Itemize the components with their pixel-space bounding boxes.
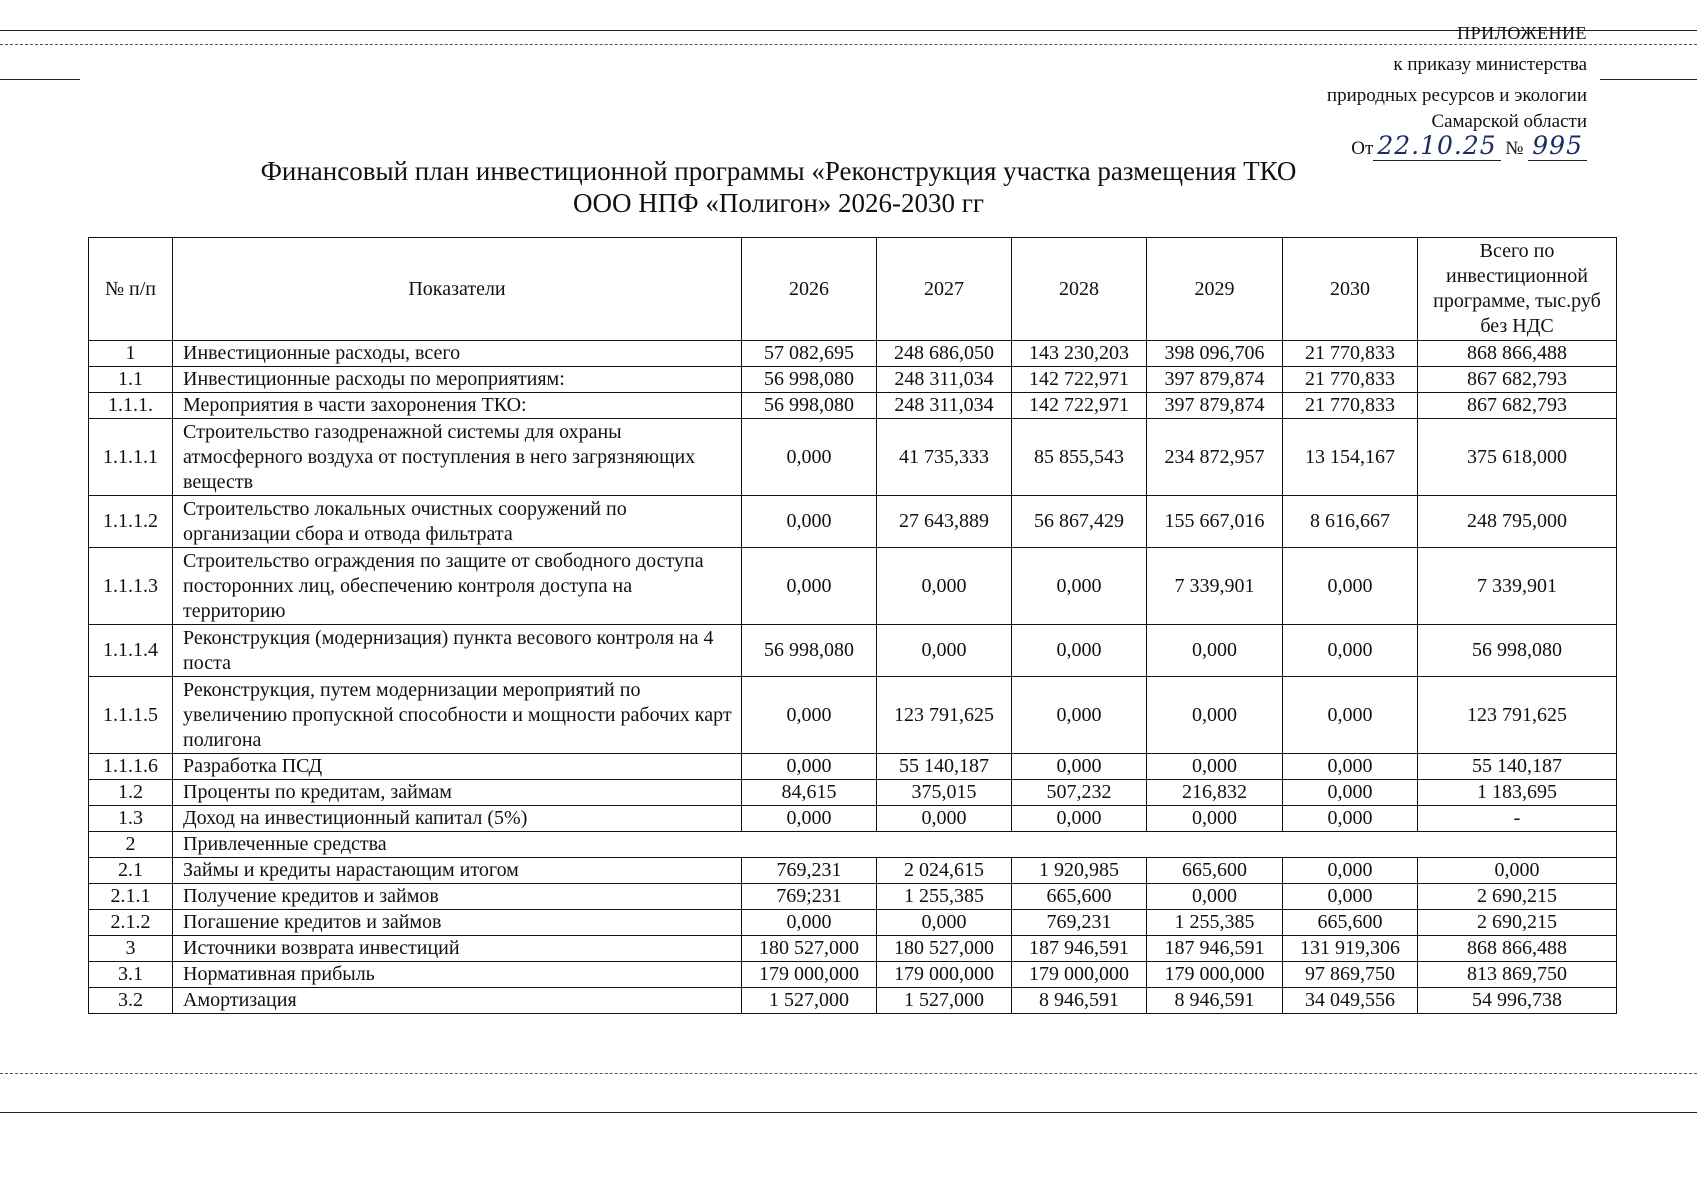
- column-header-number: № п/п: [89, 238, 173, 341]
- title-line-2: ООО НПФ «Полигон» 2026-2030 гг: [573, 188, 984, 218]
- row-number: 1.1: [89, 367, 173, 393]
- row-number: 3: [89, 936, 173, 962]
- value-2027: 2 024,615: [877, 858, 1012, 884]
- value-total: 867 682,793: [1418, 367, 1617, 393]
- row-number: 3.1: [89, 962, 173, 988]
- value-2027: 248 311,034: [877, 393, 1012, 419]
- value-2030: 13 154,167: [1283, 419, 1418, 496]
- value-2029: 0,000: [1147, 754, 1283, 780]
- value-total: 375 618,000: [1418, 419, 1617, 496]
- value-2028: 0,000: [1012, 625, 1147, 677]
- table-body: [89, 341, 1617, 1014]
- row-indicator-name: Строительство ограждения по защите от свободного доступа посторонних лиц, обеспечению контроля доступа на территорию: [173, 548, 742, 625]
- value-2027: 0,000: [877, 625, 1012, 677]
- value-total: -: [1418, 806, 1617, 832]
- table-row: [89, 858, 1617, 884]
- value-2029: 7 339,901: [1147, 548, 1283, 625]
- value-2028: 187 946,591: [1012, 936, 1147, 962]
- column-header-2030: 2030: [1283, 238, 1418, 341]
- table-row: [89, 625, 1617, 677]
- value-2028: 0,000: [1012, 754, 1147, 780]
- value-total: 55 140,187: [1418, 754, 1617, 780]
- value-2029: 398 096,706: [1147, 341, 1283, 367]
- table-row: [89, 367, 1617, 393]
- value-2029: 0,000: [1147, 806, 1283, 832]
- region-line: Самарской области: [1431, 111, 1587, 132]
- column-header-2027: 2027: [877, 238, 1012, 341]
- row-indicator-name: Погашение кредитов и займов: [173, 910, 742, 936]
- value-2029: 234 872,957: [1147, 419, 1283, 496]
- value-2028: 56 867,429: [1012, 496, 1147, 548]
- value-2030: 0,000: [1283, 625, 1418, 677]
- value-2027: 55 140,187: [877, 754, 1012, 780]
- scan-line-header: [0, 79, 80, 80]
- value-2028: 769,231: [1012, 910, 1147, 936]
- value-2028: 665,600: [1012, 884, 1147, 910]
- row-indicator-name: Нормативная прибыль: [173, 962, 742, 988]
- row-indicator-name: Реконструкция, путем модернизации мероприятий по увеличению пропускной способности и мощности рабочих карт полигона: [173, 677, 742, 754]
- value-2027: 0,000: [877, 910, 1012, 936]
- order-line: к приказу министерства: [1393, 54, 1587, 75]
- value-2026: 56 998,080: [742, 393, 877, 419]
- row-number: 1.3: [89, 806, 173, 832]
- value-2027: 123 791,625: [877, 677, 1012, 754]
- value-2030: 21 770,833: [1283, 367, 1418, 393]
- row-indicator-name: Строительство газодренажной системы для охраны атмосферного воздуха от поступления в него загрязняющих веществ: [173, 419, 742, 496]
- table-row: [89, 780, 1617, 806]
- value-2026: 0,000: [742, 548, 877, 625]
- value-total: 813 869,750: [1418, 962, 1617, 988]
- value-total: 1 183,695: [1418, 780, 1617, 806]
- value-2027: 179 000,000: [877, 962, 1012, 988]
- value-2026: 0,000: [742, 910, 877, 936]
- value-2027: 41 735,333: [877, 419, 1012, 496]
- scan-line-bottom-dashed: [0, 1073, 1697, 1074]
- title-line-1: Финансовый план инвестиционной программы «Реконструкция участка размещения ТКО: [260, 156, 1297, 186]
- row-number: 1.1.1.5: [89, 677, 173, 754]
- table-row: [89, 341, 1617, 367]
- table-row: [89, 496, 1617, 548]
- value-2029: 179 000,000: [1147, 962, 1283, 988]
- value-2029: 397 879,874: [1147, 367, 1283, 393]
- value-2026: 1 527,000: [742, 988, 877, 1014]
- approval-title: ПРИЛОЖЕНИЕ: [1457, 23, 1587, 43]
- value-2029: 187 946,591: [1147, 936, 1283, 962]
- row-number: 1.1.1.3: [89, 548, 173, 625]
- value-2028: 1 920,985: [1012, 858, 1147, 884]
- row-number: 2.1: [89, 858, 173, 884]
- table-row: [89, 677, 1617, 754]
- value-2030: 8 616,667: [1283, 496, 1418, 548]
- number-prefix: №: [1505, 138, 1524, 159]
- row-number: 1: [89, 341, 173, 367]
- row-indicator-name: Доход на инвестиционный капитал (5%): [173, 806, 742, 832]
- table-row: [89, 884, 1617, 910]
- value-2027: 0,000: [877, 548, 1012, 625]
- row-number: 1.1.1.2: [89, 496, 173, 548]
- ministry-line: природных ресурсов и экологии: [1326, 85, 1587, 106]
- value-2030: 0,000: [1283, 884, 1418, 910]
- value-2028: 0,000: [1012, 677, 1147, 754]
- row-number: 1.1.1.: [89, 393, 173, 419]
- table-row: [89, 419, 1617, 496]
- value-2028: 8 946,591: [1012, 988, 1147, 1014]
- row-number: 2.1.2: [89, 910, 173, 936]
- value-2029: 8 946,591: [1147, 988, 1283, 1014]
- row-number: 1.1.1.4: [89, 625, 173, 677]
- value-2030: 131 919,306: [1283, 936, 1418, 962]
- value-2026: 179 000,000: [742, 962, 877, 988]
- value-total: 2 690,215: [1418, 884, 1617, 910]
- value-total: 2 690,215: [1418, 910, 1617, 936]
- value-2030: 0,000: [1283, 780, 1418, 806]
- value-2029: 1 255,385: [1147, 910, 1283, 936]
- value-total: 123 791,625: [1418, 677, 1617, 754]
- value-total: 867 682,793: [1418, 393, 1617, 419]
- value-2028: 142 722,971: [1012, 367, 1147, 393]
- row-indicator-name: Амортизация: [173, 988, 742, 1014]
- value-2030: 21 770,833: [1283, 341, 1418, 367]
- value-2029: 216,832: [1147, 780, 1283, 806]
- value-2030: 0,000: [1283, 548, 1418, 625]
- column-header-2026: 2026: [742, 238, 877, 341]
- scan-line-header-right: [1600, 79, 1697, 80]
- row-indicator-name: Займы и кредиты нарастающим итогом: [173, 858, 742, 884]
- row-indicator-name: Привлеченные средства: [173, 832, 1617, 858]
- value-2027: 248 686,050: [877, 341, 1012, 367]
- column-header-total: Всего по инвестиционной программе, тыс.руб без НДС: [1418, 238, 1617, 341]
- value-2026: 84,615: [742, 780, 877, 806]
- value-total: 868 866,488: [1418, 936, 1617, 962]
- column-header-2028: 2028: [1012, 238, 1147, 341]
- value-total: 868 866,488: [1418, 341, 1617, 367]
- table-row: [89, 806, 1617, 832]
- table-row: [89, 988, 1617, 1014]
- row-indicator-name: Источники возврата инвестиций: [173, 936, 742, 962]
- value-2028: 143 230,203: [1012, 341, 1147, 367]
- value-2030: 97 869,750: [1283, 962, 1418, 988]
- row-indicator-name: Реконструкция (модернизация) пункта весового контроля на 4 поста: [173, 625, 742, 677]
- value-2026: 56 998,080: [742, 625, 877, 677]
- table-row: [89, 754, 1617, 780]
- value-2030: 665,600: [1283, 910, 1418, 936]
- value-total: 7 339,901: [1418, 548, 1617, 625]
- value-2029: 0,000: [1147, 884, 1283, 910]
- value-2030: 21 770,833: [1283, 393, 1418, 419]
- value-2026: 769;231: [742, 884, 877, 910]
- row-number: 2.1.1: [89, 884, 173, 910]
- value-2029: 665,600: [1147, 858, 1283, 884]
- value-total: 248 795,000: [1418, 496, 1617, 548]
- row-number: 3.2: [89, 988, 173, 1014]
- value-2030: 0,000: [1283, 858, 1418, 884]
- column-header-indicator: Показатели: [173, 238, 742, 341]
- handwritten-date: 22.10.25: [1373, 131, 1500, 161]
- table-header-row: [89, 238, 1617, 341]
- value-2026: 0,000: [742, 419, 877, 496]
- value-2028: 179 000,000: [1012, 962, 1147, 988]
- value-2028: 142 722,971: [1012, 393, 1147, 419]
- value-2026: 180 527,000: [742, 936, 877, 962]
- value-2026: 0,000: [742, 754, 877, 780]
- value-2030: 0,000: [1283, 677, 1418, 754]
- row-number: 1.1.1.1: [89, 419, 173, 496]
- value-2027: 1 255,385: [877, 884, 1012, 910]
- table-row: [89, 962, 1617, 988]
- row-indicator-name: Мероприятия в части захоронения ТКО:: [173, 393, 742, 419]
- value-2029: 0,000: [1147, 677, 1283, 754]
- value-2026: 57 082,695: [742, 341, 877, 367]
- row-number: 1.1.1.6: [89, 754, 173, 780]
- value-2028: 85 855,543: [1012, 419, 1147, 496]
- approval-header: [1327, 18, 1587, 162]
- value-2028: 0,000: [1012, 806, 1147, 832]
- value-2027: 375,015: [877, 780, 1012, 806]
- financial-plan-table: [88, 237, 1617, 1014]
- row-indicator-name: Получение кредитов и займов: [173, 884, 742, 910]
- value-total: 0,000: [1418, 858, 1617, 884]
- value-2027: 1 527,000: [877, 988, 1012, 1014]
- value-2029: 0,000: [1147, 625, 1283, 677]
- row-number: 1.2: [89, 780, 173, 806]
- value-2030: 0,000: [1283, 754, 1418, 780]
- document-title: [0, 155, 1697, 219]
- value-2026: 0,000: [742, 496, 877, 548]
- value-2030: 34 049,556: [1283, 988, 1418, 1014]
- value-2026: 56 998,080: [742, 367, 877, 393]
- scan-line-bottom: [0, 1112, 1697, 1113]
- column-header-2029: 2029: [1147, 238, 1283, 341]
- row-indicator-name: Инвестиционные расходы, всего: [173, 341, 742, 367]
- value-2028: 0,000: [1012, 548, 1147, 625]
- value-2027: 27 643,889: [877, 496, 1012, 548]
- row-number: 2: [89, 832, 173, 858]
- value-2029: 155 667,016: [1147, 496, 1283, 548]
- value-2027: 0,000: [877, 806, 1012, 832]
- row-indicator-name: Проценты по кредитам, займам: [173, 780, 742, 806]
- date-prefix: От: [1351, 138, 1374, 159]
- value-2030: 0,000: [1283, 806, 1418, 832]
- value-2026: 0,000: [742, 806, 877, 832]
- table-row: [89, 393, 1617, 419]
- value-2029: 397 879,874: [1147, 393, 1283, 419]
- value-2026: 769,231: [742, 858, 877, 884]
- value-2027: 248 311,034: [877, 367, 1012, 393]
- table-row: [89, 548, 1617, 625]
- row-indicator-name: Строительство локальных очистных сооружений по организации сбора и отвода фильтрата: [173, 496, 742, 548]
- row-indicator-name: Инвестиционные расходы по мероприятиям:: [173, 367, 742, 393]
- row-indicator-name: Разработка ПСД: [173, 754, 742, 780]
- table-row: [89, 936, 1617, 962]
- value-2028: 507,232: [1012, 780, 1147, 806]
- table-row: [89, 832, 1617, 858]
- value-total: 54 996,738: [1418, 988, 1617, 1014]
- handwritten-number: 995: [1528, 131, 1587, 161]
- value-2027: 180 527,000: [877, 936, 1012, 962]
- value-total: 56 998,080: [1418, 625, 1617, 677]
- table-row: [89, 910, 1617, 936]
- value-2026: 0,000: [742, 677, 877, 754]
